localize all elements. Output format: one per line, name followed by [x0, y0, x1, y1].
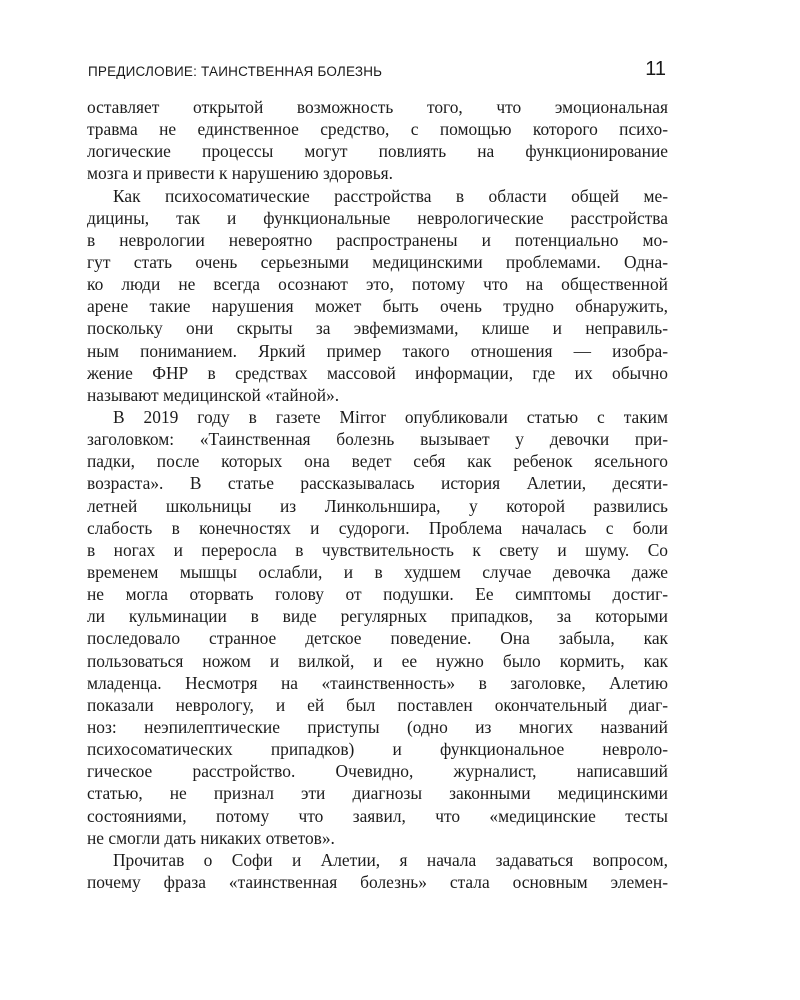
text-line: последовало странное детское поведение. Она забыла, как	[87, 628, 668, 649]
text-line: показали неврологу, и ей был поставлен окончательный диаг-	[87, 694, 668, 715]
paragraph	[87, 185, 668, 406]
text-line: ли кульминации в виде регулярных припадков, за которыми	[87, 606, 668, 627]
text-line: ным пониманием. Яркий пример такого отношения — изобра-	[87, 340, 668, 361]
text-line: временем мышцы ослабли, и в худшем случае девочка даже	[87, 561, 668, 582]
text-line: поскольку они скрыты за эвфемизмами, клише и неправиль-	[87, 318, 668, 339]
text-line: ко люди не всегда осознают это, потому что на общественной	[87, 274, 668, 295]
paragraph	[87, 849, 668, 893]
text-line: гут стать очень серьезными медицинскими проблемами. Одна-	[87, 251, 668, 272]
text-line: логические процессы могут повлиять на функционирование	[87, 141, 668, 162]
running-head: ПРЕДИСЛОВИЕ: ТАИНСТВЕННАЯ БОЛЕЗНЬ	[88, 64, 383, 79]
text-line: статью, не признал эти диагнозы законными медицинскими	[87, 783, 668, 804]
body-text	[87, 96, 668, 893]
text-line: гическое расстройство. Очевидно, журналист, написавший	[87, 761, 668, 782]
text-line: почему фраза «таинственная болезнь» стала основным элемен-	[87, 871, 668, 892]
text-line: пользоваться ножом и вилкой, и ее нужно было кормить, как	[87, 650, 668, 671]
text-line: психосоматических припадков) и функциональное невроло-	[87, 739, 668, 760]
text-line: жение ФНР в средствах массовой информации, где их обычно	[87, 362, 668, 383]
text-line: не смогли дать никаких ответов».	[87, 827, 335, 848]
text-line: Прочитав о Софи и Алетии, я начала задаваться вопросом,	[113, 849, 668, 870]
text-line: младенца. Несмотря на «таинственность» в заголовке, Алетию	[87, 672, 668, 693]
paragraph	[87, 96, 668, 185]
text-line: не могла оторвать голову от подушки. Ее симптомы достиг-	[87, 584, 668, 605]
text-line: падки, после которых она ведет себя как ребенок ясельного	[87, 451, 668, 472]
text-line: летней школьницы из Линкольншира, у которой развились	[87, 495, 668, 516]
paragraph	[87, 406, 668, 849]
text-line: мозга и привести к нарушению здоровья.	[87, 163, 393, 184]
text-line: заголовком: «Таинственная болезнь вызывает у девочки при-	[87, 429, 668, 450]
text-line: в неврологии невероятно распространены и потенциально мо-	[87, 229, 668, 250]
text-line: травма не единственное средство, с помощью которого психо-	[87, 119, 668, 140]
page-number: 11	[645, 58, 666, 80]
text-line: дицины, так и функциональные неврологические расстройства	[87, 207, 668, 228]
text-line: оставляет открытой возможность того, что эмоциональная	[87, 97, 668, 117]
text-line: арене такие нарушения может быть очень трудно обнаружить,	[87, 296, 668, 317]
text-line: слабость в конечностях и судороги. Проблема началась с боли	[87, 517, 668, 538]
text-line: состояниями, потому что заявил, что «медицинские тесты	[87, 805, 668, 826]
text-line: ноз: неэпилептические приступы (одно из многих названий	[87, 716, 668, 737]
text-line: возраста». В статье рассказывалась история Алетии, десяти-	[87, 473, 668, 494]
text-line: В 2019 году в газете Mirror опубликовали статью с таким	[113, 406, 668, 427]
text-line: в ногах и переросла в чувствительность к свету и шуму. Со	[87, 539, 668, 560]
text-line: Как психосоматические расстройства в области общей ме-	[113, 185, 668, 206]
text-line: называют медицинской «тайной».	[87, 384, 340, 405]
